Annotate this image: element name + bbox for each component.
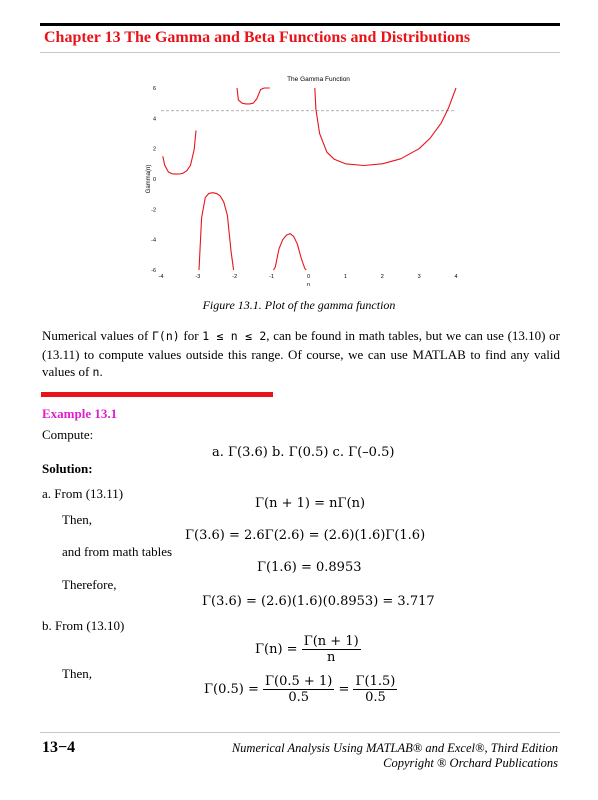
x-tick-label: -2 xyxy=(232,274,238,280)
chart-title: The Gamma Function xyxy=(287,76,350,83)
eq6-denominator-1: 0.5 xyxy=(288,690,309,705)
eq6-numerator-2: Γ(1.5) xyxy=(355,674,396,689)
eq5-fraction xyxy=(302,634,361,665)
x-tick-label: 1 xyxy=(343,274,347,280)
chapter-heading: Chapter 13 The Gamma and Beta Functions and Distributions xyxy=(44,29,471,46)
y-tick-label: -2 xyxy=(151,207,156,214)
then-label-2: Then, xyxy=(62,666,92,681)
part-b-label: b. From (13.10) xyxy=(42,618,125,633)
equation-gamma-1-6: Γ(1.6) = 0.8953 xyxy=(257,560,362,575)
x-axis-label: n xyxy=(306,282,311,288)
gamma-curve-branch-5 xyxy=(315,88,456,166)
eq5-denominator: n xyxy=(327,650,336,665)
part-a-label: a. From (13.11) xyxy=(42,486,124,501)
x-tick-label: -3 xyxy=(195,274,201,280)
figure-caption: Figure 13.1. Plot of the gamma function xyxy=(202,298,396,312)
header-divider xyxy=(40,52,560,53)
eq6-denominator-2: 0.5 xyxy=(365,690,386,705)
x-tick-label: -4 xyxy=(158,274,164,280)
y-tick-label: 0 xyxy=(152,177,156,183)
intro-text-3: , can be found in math tables, but we can use (13.10) or (13.11) to compute values outside this range. Of course, we can use MATLAB to find any valid values of xyxy=(42,328,560,379)
eq5-numerator: Γ(n + 1) xyxy=(303,634,359,649)
then-label-1: Then, xyxy=(62,512,92,527)
eq6-fraction-1 xyxy=(263,674,334,705)
x-tick-label: 2 xyxy=(380,274,384,280)
eq6-lhs: Γ(0.5) = xyxy=(204,682,259,697)
x-tick-label: -1 xyxy=(269,274,275,280)
x-tick-label: 0 xyxy=(306,274,311,280)
equation-recurrence: Γ(n + 1) = nΓ(n) xyxy=(255,496,366,511)
intro-text-2: for xyxy=(179,328,203,343)
example-title: Example 13.1 xyxy=(42,406,118,421)
eq6-equals: = xyxy=(338,682,350,697)
therefore-label: Therefore, xyxy=(62,577,117,592)
y-tick-label: 6 xyxy=(152,86,156,92)
problems-line: a. Γ(3.6) b. Γ(0.5) c. Γ(–0.5) xyxy=(212,445,395,460)
section-red-bar xyxy=(41,392,273,397)
math-tables-label: and from math tables xyxy=(62,544,173,559)
footer-text xyxy=(232,741,558,771)
solution-label: Solution: xyxy=(42,461,93,476)
x-tick-label: 4 xyxy=(454,274,458,280)
eq6-fraction-2 xyxy=(353,674,397,705)
y-tick-label: 2 xyxy=(152,146,156,153)
equation-gamma-0-5 xyxy=(204,674,397,705)
top-rule xyxy=(40,23,560,26)
gamma-curve-branch-2 xyxy=(199,193,234,270)
book-title: Numerical Analysis Using MATLAB® and Excel®, Third Edition xyxy=(231,741,558,755)
y-tick-label: -4 xyxy=(151,237,156,244)
page-number: 13−4 xyxy=(42,739,76,756)
intro-gamma-n: Γ(n) xyxy=(151,329,180,343)
gamma-function-chart xyxy=(140,72,470,292)
eq6-numerator-1: Γ(0.5 + 1) xyxy=(265,674,333,689)
intro-range: 1 ≤ n ≤ 2 xyxy=(202,329,267,343)
compute-label: Compute: xyxy=(42,427,94,442)
eq5-lhs: Γ(n) = xyxy=(255,642,298,657)
gamma-curve-branch-3 xyxy=(237,88,270,104)
y-tick-label: -6 xyxy=(151,268,156,274)
footer-divider xyxy=(40,732,560,733)
x-tick-label: 3 xyxy=(417,274,421,280)
equation-reflection xyxy=(255,634,361,665)
intro-paragraph xyxy=(42,327,560,382)
gamma-curve-branch-1 xyxy=(163,131,196,175)
intro-text-4: . xyxy=(99,364,103,379)
equation-gamma-3-6: Γ(3.6) = 2.6Γ(2.6) = (2.6)(1.6)Γ(1.6) xyxy=(185,528,426,543)
y-tick-label: 4 xyxy=(152,116,156,123)
intro-text-1: Numerical values of xyxy=(42,328,152,343)
copyright: Copyright ® Orchard Publications xyxy=(383,756,558,770)
equation-result-3-6: Γ(3.6) = (2.6)(1.6)(0.8953) = 3.717 xyxy=(202,594,435,609)
intro-n: n xyxy=(92,365,100,379)
gamma-curve-branch-4 xyxy=(274,234,307,270)
y-axis-label: Gamma(n) xyxy=(146,164,152,194)
